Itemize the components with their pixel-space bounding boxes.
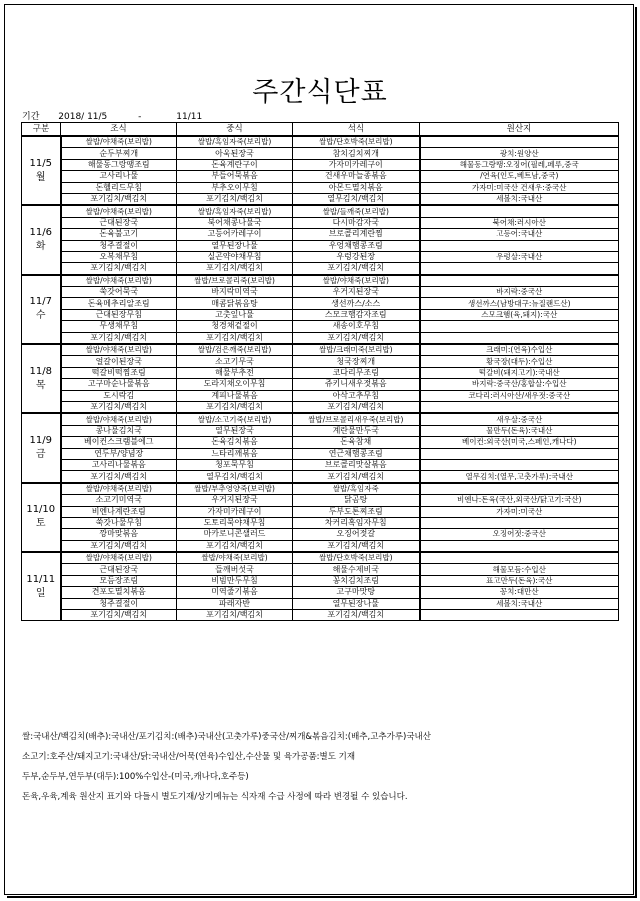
- menu-row: [22, 251, 619, 262]
- breakfast-cell: 떡갈비떡찜조림: [61, 367, 177, 378]
- origin-cell: [420, 448, 619, 459]
- breakfast-cell: 도시락김: [61, 390, 177, 401]
- day-weekday: 수: [35, 310, 46, 322]
- lunch-cell: 청경채겉절이: [177, 321, 293, 332]
- dinner-cell: 쌀밥/단호박죽(보리밥): [293, 136, 420, 148]
- lunch-cell: 열무된장국: [177, 425, 293, 436]
- breakfast-cell: 고사리나물볶음: [61, 459, 177, 470]
- origin-cell: [420, 610, 619, 621]
- day-weekday: 토: [35, 518, 46, 530]
- breakfast-cell: 돈육메추리알조림: [61, 298, 177, 309]
- dinner-cell: 해물수제비국: [293, 564, 420, 575]
- origin-cell: 베이컨:외국산(미국,스페인,캐나다): [420, 437, 619, 448]
- menu-row: [22, 552, 619, 564]
- day-date: 11/6: [29, 227, 52, 239]
- origin-cell: 우렁살:국내산: [420, 251, 619, 262]
- period-start: 2018/ 11/5: [58, 112, 108, 122]
- menu-row: [22, 356, 619, 367]
- lunch-cell: 바지락미역국: [177, 287, 293, 298]
- header-breakfast: 조식: [61, 123, 177, 137]
- dinner-cell: 스모크햄감자조림: [293, 309, 420, 320]
- dinner-cell: 오징어젓갈: [293, 529, 420, 540]
- menu-row: [22, 564, 619, 575]
- lunch-cell: 실곤약야채무침: [177, 251, 293, 262]
- dinner-cell: 닭곰탕: [293, 495, 420, 506]
- menu-row: [22, 437, 619, 448]
- origin-cell: 바지락:중국산/홍합살:수입산: [420, 379, 619, 390]
- origin-cell: [420, 205, 619, 217]
- origin-cell: 오징어젓:중국산: [420, 529, 619, 540]
- breakfast-cell: 쑥갓나물무침: [61, 517, 177, 528]
- origin-cell: 세볼치:국내산: [420, 193, 619, 205]
- lunch-cell: 부들어묵볶음: [177, 171, 293, 182]
- day-date: 11/11: [26, 573, 56, 585]
- period-end: 11/11: [176, 112, 203, 122]
- menu-row: [22, 332, 619, 344]
- origin-cell: 물만두(돈육):국내산: [420, 425, 619, 436]
- dinner-cell: 브로콜리맛살볶음: [293, 459, 420, 470]
- note-line: 소고기:호주산/돼지고기:국내산/닭:국내산/어묵(연육)수입산,수산물 및 육가공품:별도 기재: [22, 752, 356, 762]
- menu-row: [22, 159, 619, 170]
- dinner-cell: 코다리무조림: [293, 367, 420, 378]
- lunch-cell: 고춧잎나물: [177, 309, 293, 320]
- breakfast-cell: 소고기미역국: [61, 495, 177, 506]
- dinner-cell: 열무된장나물: [293, 598, 420, 609]
- lunch-cell: 소고기무국: [177, 356, 293, 367]
- origin-cell: 해물모듬:수입산: [420, 564, 619, 575]
- menu-row: [22, 309, 619, 320]
- day-cell: [22, 205, 61, 274]
- dinner-cell: 생선까스/소스: [293, 298, 420, 309]
- header-category: 구분: [22, 123, 61, 137]
- breakfast-cell: 근대된장국: [61, 564, 177, 575]
- menu-row: [22, 229, 619, 240]
- lunch-cell: 우거지된장국: [177, 495, 293, 506]
- menu-row: [22, 506, 619, 517]
- breakfast-cell: 돈혤리드무침: [61, 182, 177, 193]
- origin-cell: [420, 459, 619, 470]
- lunch-cell: 들깨버섯국: [177, 564, 293, 575]
- period-dash: -: [138, 112, 142, 122]
- lunch-cell: 쌀밥/부추영양죽(보리밥): [177, 483, 293, 495]
- lunch-cell: 쌀밥/검은깨죽(보리밥): [177, 344, 293, 356]
- day-date: 11/8: [29, 365, 52, 377]
- menu-row: [22, 495, 619, 506]
- breakfast-cell: 견포도멸치볶음: [61, 587, 177, 598]
- origin-cell: 고등어:국내산: [420, 229, 619, 240]
- origin-cell: 꽁치:대만산: [420, 587, 619, 598]
- dinner-cell: 돈육참채: [293, 437, 420, 448]
- day-date: 11/5: [29, 157, 52, 169]
- lunch-cell: 계피나물볶음: [177, 390, 293, 401]
- header-row: [22, 123, 619, 137]
- lunch-cell: 쌀밥/흑임자죽(보리밥): [177, 205, 293, 217]
- menu-row: [22, 610, 619, 621]
- menu-row: [22, 298, 619, 309]
- breakfast-cell: 얼갈이된장국: [61, 356, 177, 367]
- breakfast-cell: 돈육불고기: [61, 229, 177, 240]
- day-weekday: 금: [35, 449, 46, 461]
- menu-row: [22, 379, 619, 390]
- origin-cell: [420, 483, 619, 495]
- origin-cell: 코다리:러시아산/새우젓:중국산: [420, 390, 619, 401]
- note-line: 두부,순두부,연두부(대두):100%수입산-(미국,캐나다,호주등): [22, 772, 249, 782]
- lunch-cell: 부추오이무침: [177, 182, 293, 193]
- period-line: [22, 109, 202, 122]
- breakfast-cell: 포기김치/백김치: [61, 332, 177, 344]
- dinner-cell: 건새우마늘종볶음: [293, 171, 420, 182]
- lunch-cell: 미역줄기볶음: [177, 587, 293, 598]
- menu-row: [22, 193, 619, 205]
- breakfast-cell: 쑥갓어묵국: [61, 287, 177, 298]
- dinner-cell: 쌀밥/크래미죽(보리밥): [293, 344, 420, 356]
- dinner-cell: 꽁치김치조림: [293, 575, 420, 586]
- dinner-cell: 포기김치/백김치: [293, 540, 420, 552]
- breakfast-cell: 고사리나물: [61, 171, 177, 182]
- day-cell: [22, 552, 61, 621]
- breakfast-cell: 모듬장조림: [61, 575, 177, 586]
- breakfast-cell: 쌀밥/야채죽(보리밥): [61, 205, 177, 217]
- origin-cell: [420, 321, 619, 332]
- origin-cell: 생선까스(남방대구:뉴질랜드산): [420, 298, 619, 309]
- lunch-cell: 파래자반: [177, 598, 293, 609]
- menu-row: [22, 471, 619, 483]
- dinner-cell: 우엉채햄콩조림: [293, 240, 420, 251]
- origin-cell: [420, 263, 619, 275]
- dinner-cell: 우렁강된장: [293, 251, 420, 262]
- menu-row: [22, 182, 619, 193]
- day-date: 11/9: [29, 435, 52, 447]
- lunch-cell: 가자미카레구이: [177, 506, 293, 517]
- menu-row: [22, 413, 619, 425]
- menu-row: [22, 517, 619, 528]
- menu-row: [22, 171, 619, 182]
- menu-row: [22, 275, 619, 287]
- menu-row: [22, 401, 619, 413]
- lunch-cell: 포기김치/백김치: [177, 401, 293, 413]
- lunch-cell: 돈육김치볶음: [177, 437, 293, 448]
- note-line: 돈육,우육,계육 원산지 표기와 다들시 별도기재/상기메뉴는 식자재 수급 사정에 따라 변경될 수 있습니다.: [22, 792, 408, 802]
- menu-row: [22, 205, 619, 217]
- header-lunch: 중식: [177, 123, 293, 137]
- day-cell: [22, 483, 61, 552]
- lunch-cell: 아욱된장국: [177, 148, 293, 159]
- breakfast-cell: 쌀밥/야채죽(보리밥): [61, 413, 177, 425]
- dinner-cell: 열무김치/백김치: [293, 193, 420, 205]
- origin-cell: [420, 275, 619, 287]
- lunch-cell: 포기김치/백김치: [177, 610, 293, 621]
- lunch-cell: 돈육계란구이: [177, 159, 293, 170]
- lunch-cell: 도토리묵야채무침: [177, 517, 293, 528]
- origin-cell: [420, 136, 619, 148]
- breakfast-cell: 비엔나계란조림: [61, 506, 177, 517]
- dinner-cell: 우거지된장국: [293, 287, 420, 298]
- menu-row: [22, 598, 619, 609]
- menu-row: [22, 321, 619, 332]
- lunch-cell: 포기김치/백김치: [177, 540, 293, 552]
- breakfast-cell: 청주결절이: [61, 240, 177, 251]
- breakfast-cell: 무생채무침: [61, 321, 177, 332]
- menu-row: [22, 483, 619, 495]
- breakfast-cell: 쌀밥/야채죽(보리밥): [61, 483, 177, 495]
- menu-row: [22, 263, 619, 275]
- breakfast-cell: 베이컨스크램블에그: [61, 437, 177, 448]
- breakfast-cell: 근대된장무침: [61, 309, 177, 320]
- lunch-cell: 쌀밥/흑임자죽(보리밥): [177, 136, 293, 148]
- dinner-cell: 쌀밥/들깨죽(보리밥): [293, 205, 420, 217]
- origin-cell: 표고만두(돈육):국산: [420, 575, 619, 586]
- day-date: 11/10: [26, 504, 56, 516]
- dinner-cell: 청국장찌개: [293, 356, 420, 367]
- day-cell: [22, 275, 61, 344]
- menu-row: [22, 390, 619, 401]
- origin-cell: 황국장(대두):수입산: [420, 356, 619, 367]
- origin-cell: [420, 552, 619, 564]
- breakfast-cell: 포기김치/백김치: [61, 610, 177, 621]
- breakfast-cell: 포기김치/백김치: [61, 263, 177, 275]
- breakfast-cell: 오복채무침: [61, 251, 177, 262]
- origin-cell: 가자미:미국산 건새우:중국산: [420, 182, 619, 193]
- notes: [22, 727, 431, 807]
- origin-cell: 북어채:러시아산: [420, 217, 619, 228]
- origin-cell: 바지락:중국산: [420, 287, 619, 298]
- lunch-cell: 해물부추전: [177, 367, 293, 378]
- breakfast-cell: 포기김치/백김치: [61, 401, 177, 413]
- lunch-cell: 청포묵무침: [177, 459, 293, 470]
- period-label: 기간: [22, 112, 40, 122]
- origin-cell: 새우살:중국산: [420, 413, 619, 425]
- menu-row: [22, 587, 619, 598]
- dinner-cell: 새송이호무침: [293, 321, 420, 332]
- dinner-cell: 브로콜리계란찜: [293, 229, 420, 240]
- origin-cell: [420, 540, 619, 552]
- breakfast-cell: 쌀밥/야채죽(보리밥): [61, 275, 177, 287]
- dinner-cell: 포기김치/백김치: [293, 263, 420, 275]
- menu-row: [22, 540, 619, 552]
- origin-cell: [420, 240, 619, 251]
- dinner-cell: 다시마감자국: [293, 217, 420, 228]
- header-dinner: 석식: [293, 123, 420, 137]
- menu-row: [22, 136, 619, 148]
- day-weekday: 월: [35, 171, 46, 183]
- breakfast-cell: 연두부/양념장: [61, 448, 177, 459]
- breakfast-cell: 해물동그랑땡조림: [61, 159, 177, 170]
- lunch-cell: 비빔만두무침: [177, 575, 293, 586]
- lunch-cell: 쌀밥/소고기죽(보리밥): [177, 413, 293, 425]
- breakfast-cell: 콩나물김치국: [61, 425, 177, 436]
- dinner-cell: 참치김치찌개: [293, 148, 420, 159]
- origin-cell: 비엔나:돈육(국산,외국산/닭고기:국산): [420, 495, 619, 506]
- dinner-cell: 차커리혹임자무침: [293, 517, 420, 528]
- dinner-cell: 쥬키니새우젓볶음: [293, 379, 420, 390]
- lunch-cell: 열무김치/백김치: [177, 471, 293, 483]
- menu-row: [22, 425, 619, 436]
- header-origin: 원산지: [420, 123, 619, 137]
- day-weekday: 화: [35, 241, 46, 253]
- menu-row: [22, 287, 619, 298]
- dinner-cell: 포기김치/백김치: [293, 401, 420, 413]
- origin-cell: [420, 332, 619, 344]
- origin-cell: /연육(인도,베트남,중국): [420, 171, 619, 182]
- menu-row: [22, 148, 619, 159]
- origin-cell: 세볼치:국내산: [420, 598, 619, 609]
- breakfast-cell: 쌀밥/야채죽(보리밥): [61, 344, 177, 356]
- day-cell: [22, 344, 61, 413]
- lunch-cell: 느타리깨볶음: [177, 448, 293, 459]
- lunch-cell: 포기김치/백김치: [177, 193, 293, 205]
- breakfast-cell: 깡마맞볶음: [61, 529, 177, 540]
- menu-row: [22, 344, 619, 356]
- dinner-cell: 포기김치/백김치: [293, 332, 420, 344]
- origin-cell: 해물동그랑땡:오징어(필레,페루,중국: [420, 159, 619, 170]
- breakfast-cell: 근대된장국: [61, 217, 177, 228]
- breakfast-cell: 포기김치/백김치: [61, 193, 177, 205]
- dinner-cell: 아삭고추무침: [293, 390, 420, 401]
- menu-row: [22, 367, 619, 378]
- lunch-cell: 도라지채오이무침: [177, 379, 293, 390]
- origin-cell: [420, 401, 619, 413]
- origin-cell: 광치:원양산: [420, 148, 619, 159]
- day-date: 11/7: [29, 296, 52, 308]
- lunch-cell: 마카로니콘샐러드: [177, 529, 293, 540]
- lunch-cell: 매콤닭볶음탕: [177, 298, 293, 309]
- menu-table: [21, 122, 619, 621]
- lunch-cell: 쌀밥/야채죽(보리밥): [177, 552, 293, 564]
- breakfast-cell: 포기김치/백김치: [61, 540, 177, 552]
- menu-row: [22, 448, 619, 459]
- dinner-cell: 아몬드멸치볶음: [293, 182, 420, 193]
- menu-row: [22, 240, 619, 251]
- origin-cell: 스모크햄(육,돼지):국산: [420, 309, 619, 320]
- menu-row: [22, 529, 619, 540]
- day-cell: [22, 413, 61, 482]
- dinner-cell: 두부도톤찌조림: [293, 506, 420, 517]
- origin-cell: 떡갈비(돼지고기):국내산: [420, 367, 619, 378]
- dinner-cell: 쌀밥/단호박죽(보리밥): [293, 552, 420, 564]
- note-line: 쌀:국내산/백김치(배추):국내산/포기김치:(배추)국내산(고춧가루)중국산/찌개&볶음김치:(배추,고추가루)국내산: [22, 732, 431, 742]
- dinner-cell: 쌀밥/흑임자죽: [293, 483, 420, 495]
- dinner-cell: 연근채햄콩조림: [293, 448, 420, 459]
- dinner-cell: 포기김치/백김치: [293, 610, 420, 621]
- menu-row: [22, 217, 619, 228]
- breakfast-cell: 청주결절이: [61, 598, 177, 609]
- breakfast-cell: 쌀밥/야채죽(보리밥): [61, 136, 177, 148]
- lunch-cell: 포기김치/백김치: [177, 263, 293, 275]
- day-weekday: 일: [35, 587, 46, 599]
- day-weekday: 목: [35, 379, 46, 391]
- lunch-cell: 고등어카레구이: [177, 229, 293, 240]
- page-title: 주간식단표: [252, 77, 388, 108]
- menu-row: [22, 575, 619, 586]
- breakfast-cell: 포기김치/백김치: [61, 471, 177, 483]
- dinner-cell: 계란물만두국: [293, 425, 420, 436]
- lunch-cell: 포기김치/백김치: [177, 332, 293, 344]
- origin-cell: [420, 517, 619, 528]
- breakfast-cell: 고구마순나물볶음: [61, 379, 177, 390]
- breakfast-cell: 순두부찌개: [61, 148, 177, 159]
- lunch-cell: 북어채콩나물국: [177, 217, 293, 228]
- menu-row: [22, 459, 619, 470]
- lunch-cell: 쌀밥/브로콜리죽(보리밥): [177, 275, 293, 287]
- dinner-cell: 쌀밥/야채죽(보리밥): [293, 275, 420, 287]
- dinner-cell: 가자미카레구이: [293, 159, 420, 170]
- lunch-cell: 열무된장나물: [177, 240, 293, 251]
- dinner-cell: 쌀밥/브로콜리새우죽(보리밥): [293, 413, 420, 425]
- breakfast-cell: 쌀밥/야채죽(보리밥): [61, 552, 177, 564]
- dinner-cell: 고구마맛탕: [293, 587, 420, 598]
- origin-cell: 크래미:(연육)수입산: [420, 344, 619, 356]
- origin-cell: 열무김치:(열무,고춧가루):국내산: [420, 471, 619, 483]
- origin-cell: 가자미:미국산: [420, 506, 619, 517]
- day-cell: [22, 136, 61, 205]
- dinner-cell: 포기김치/백김치: [293, 471, 420, 483]
